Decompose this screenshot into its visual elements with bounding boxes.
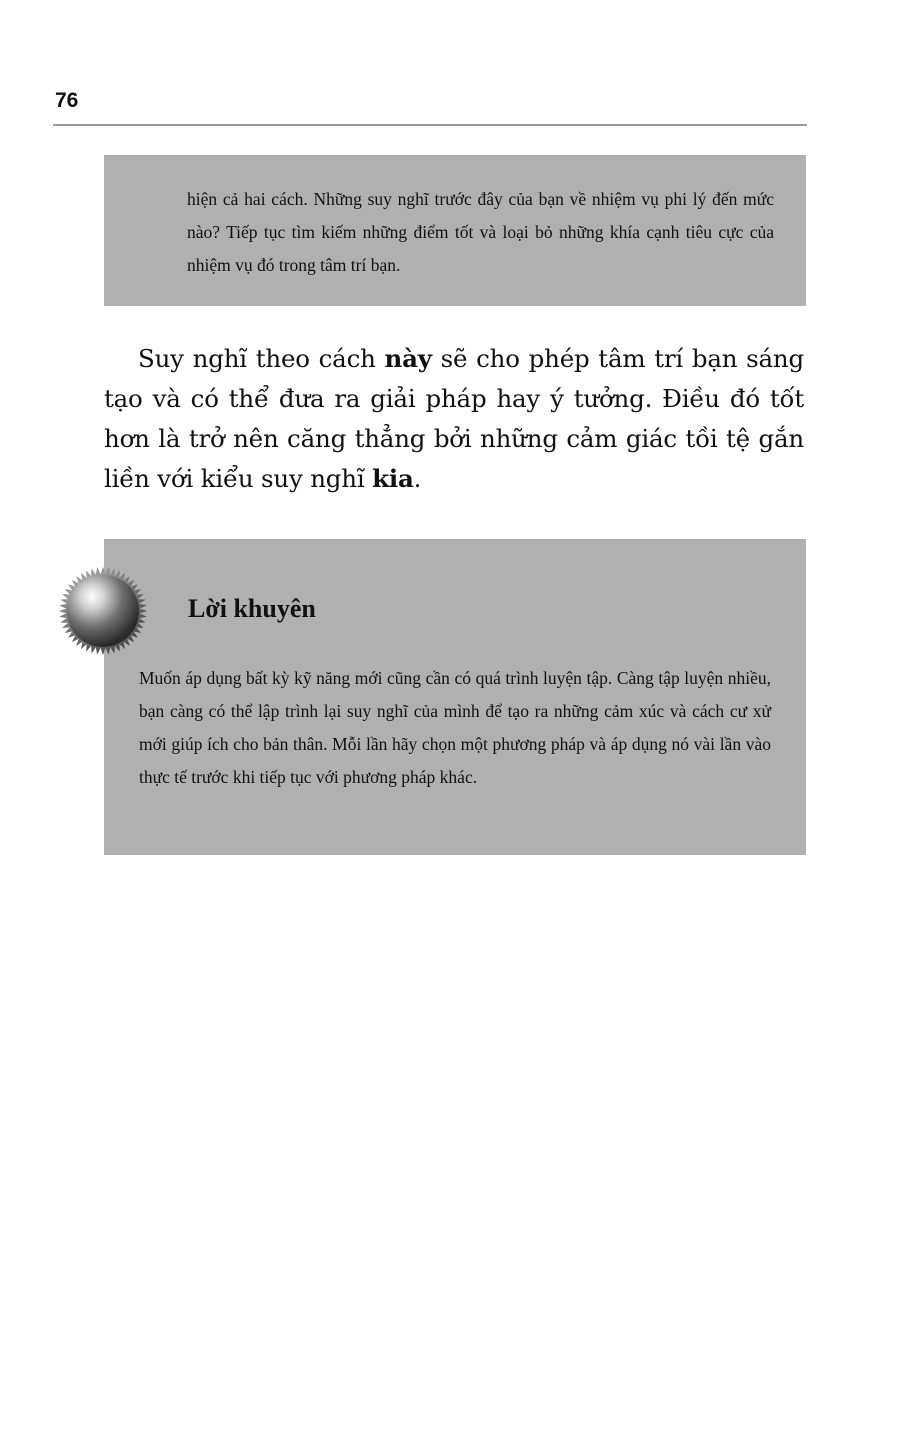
body-text-part3: . [413, 464, 422, 493]
body-bold-this: này [384, 344, 432, 373]
tip-text: Muốn áp dụng bất kỳ kỹ năng mới cũng cần có quá trình luyện tập. Càng tập luyện nhiều, bạn càng có thể lập trình lại suy nghĩ của mình để tạo ra những cảm xúc và cách cư xử mới giúp ích cho bản thân. Mỗi lần hãy chọn một phương pháp và áp dụng nó vài lần vào thực tế trước khi tiếp tục với phương pháp khác. [139, 668, 771, 787]
continued-note-text: hiện cả hai cách. Những suy nghĩ trước đây của bạn về nhiệm vụ phi lý đến mức nào? Tiếp tục tìm kiếm những điểm tốt và loại bỏ những khía cạnh tiêu cực của nhiệm vụ đó trong tâm trí bạn. [187, 189, 774, 275]
page-number: 76 [55, 89, 79, 112]
body-paragraph [104, 339, 804, 499]
header-divider [53, 124, 807, 126]
tip-title: Lời khuyên [188, 594, 316, 623]
body-text-part1: Suy nghĩ theo cách [138, 344, 385, 373]
body-text-part2: sẽ cho phép tâm trí bạn sáng tạo và có thể đưa ra giải pháp hay ý tưởng. Điều đó tốt hơn là trở nên căng thẳng bởi những cảm giác tồi tệ gắn liền với kiểu suy nghĩ [104, 344, 804, 493]
body-bold-that: kia [372, 464, 414, 493]
continued-note-box [104, 155, 806, 306]
sunburst-sphere-icon [58, 566, 148, 656]
